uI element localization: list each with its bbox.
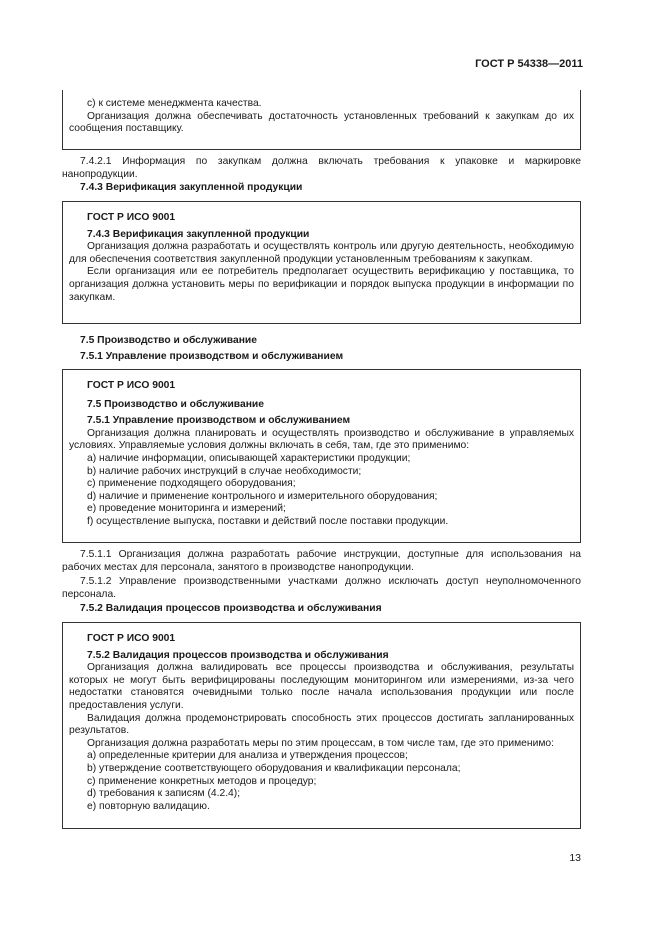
- quote-box-iso-7-4-3: [62, 201, 581, 324]
- quote-box-iso-7-5-1: [62, 369, 581, 543]
- paragraph: Организация должна разработать меры по этим процессам, в том числе там, где это применимо:: [87, 737, 555, 749]
- list-item: c) к системе менеджмента качества.: [87, 98, 262, 109]
- paragraph: 7.4.2.1 Информация по закупкам должна включать требования к упаковке и маркировке нанопродукции.: [62, 156, 581, 180]
- list-item: a) наличие информации, описывающей характеристики продукции;: [87, 452, 411, 464]
- list-item: a) определенные критерии для анализа и утверждения процессов;: [87, 750, 408, 762]
- quote-heading: 7.5.2 Валидация процессов производства и обслуживания: [87, 649, 389, 661]
- paragraph: Организация должна разработать и осуществлять контроль или другую деятельность, необходимую для обеспечения соответствия закупленной продукции установленным требованиям к закупкам.: [69, 241, 574, 265]
- heading-7-5-2: [62, 603, 581, 616]
- section-heading: 7.5 Производство и обслуживание: [80, 335, 257, 346]
- heading-7-5-1: [62, 351, 581, 364]
- list-item: e) повторную валидацию.: [87, 800, 210, 812]
- quote-source: ГОСТ Р ИСО 9001: [87, 633, 176, 644]
- list-item: b) утверждение соответствующего оборудования и квалификации персонала;: [87, 762, 461, 774]
- paragraph: Организация должна планировать и осуществлять производство и обслуживание в управляемых условиях. Управляемые условия должны включать в себя, там, где это применимо:: [69, 427, 574, 452]
- paragraph: 7.5.1.1 Организация должна разработать рабочие инструкции, доступные для использования на рабочих местах для персонала, занятого в производстве нанопродукции.: [62, 549, 581, 573]
- paragraph: Организация должна обеспечивать достаточность установленных требований к закупкам до их сообщения поставщику.: [69, 110, 574, 135]
- quote-heading: 7.5 Производство и обслуживание: [87, 398, 264, 410]
- heading-7-5: [62, 335, 581, 348]
- section-7-4-2-1: [62, 156, 581, 181]
- list-item: b) наличие рабочих инструкций в случае необходимости;: [87, 465, 362, 477]
- paragraph: Валидация должна продемонстрировать способность этих процессов достигать запланированных результатов.: [69, 712, 574, 737]
- quote-source: ГОСТ Р ИСО 9001: [87, 380, 176, 391]
- list-item: d) наличие и применение контрольного и измерительного оборудования;: [87, 490, 438, 502]
- heading-7-4-3: [62, 182, 581, 195]
- list-item: c) применение конкретных методов и процедур;: [87, 775, 317, 787]
- paragraph: 7.5.1.2 Управление производственными участками должно исключать доступ неуполномоченного персонала.: [62, 576, 581, 600]
- section-7-5-1-1: [62, 549, 581, 574]
- standard-header: ГОСТ Р 54338—2011: [475, 58, 583, 70]
- list-item: f) осуществление выпуска, поставки и действий после поставки продукции.: [87, 515, 449, 527]
- quote-source: ГОСТ Р ИСО 9001: [87, 212, 176, 223]
- list-item: d) требования к записям (4.2.4);: [87, 788, 241, 800]
- section-heading: 7.4.3 Верификация закупленной продукции: [80, 182, 303, 193]
- section-7-5-1-2: [62, 576, 581, 601]
- quote-heading: 7.4.3 Верификация закупленной продукции: [87, 228, 310, 240]
- section-heading: 7.5.2 Валидация процессов производства и обслуживания: [80, 603, 382, 614]
- quote-box-iso-7-5-2: [62, 622, 581, 829]
- page-number: 13: [569, 852, 581, 864]
- paragraph: Организация должна валидировать все процессы производства и обслуживания, результаты которых не могут быть верифицированы последующим мониторингом или измерениями, из-за чего недостатки становятся очевидными только после начала использования продукции или после предоставления услуги.: [69, 662, 574, 711]
- list-item: e) проведение мониторинга и измерений;: [87, 503, 286, 515]
- section-heading: 7.5.1 Управление производством и обслуживанием: [80, 351, 344, 362]
- list-item: c) применение подходящего оборудования;: [87, 478, 296, 490]
- quote-box-continuation: [62, 90, 581, 150]
- quote-heading: 7.5.1 Управление производством и обслуживанием: [87, 415, 351, 427]
- paragraph: Если организация или ее потребитель предполагает осуществить верификацию у поставщика, то организация должна установить меры по верификации и порядок выпуска продукции в информации по закупкам.: [69, 266, 574, 303]
